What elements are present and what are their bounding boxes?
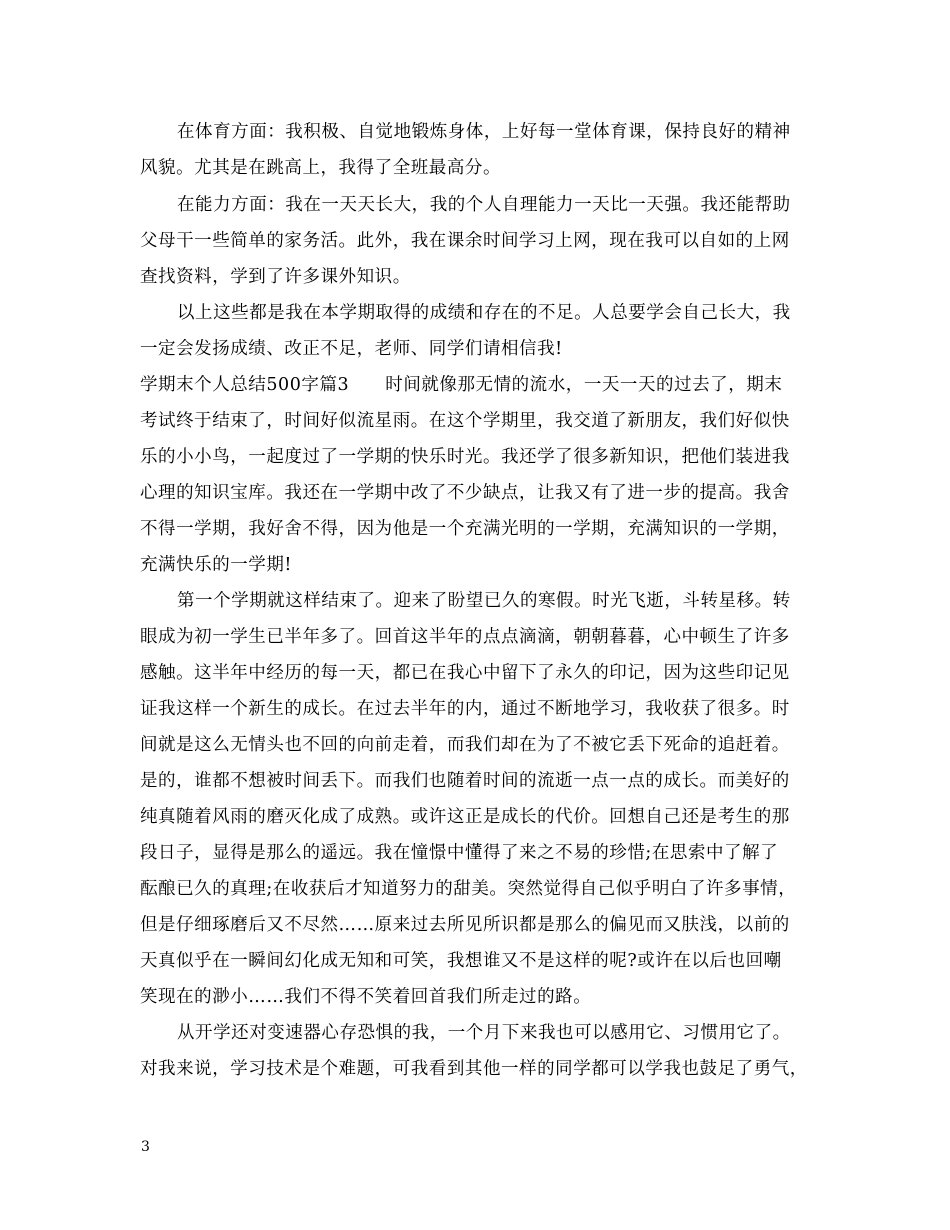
text-line: 考试终于结束了，时间好似流星雨。在这个学期里，我交道了新朋友，我们好似快 [140,411,790,431]
text-line: 查找资料，学到了许多课外知识。 [140,267,411,287]
text-line: 证我这样一个新生的成长。在过去半年的内，通过不断地学习，我收获了很多。时 [140,699,790,719]
text-line: 对我来说，学习技术是个难题，可我看到其他一样的同学都可以学我也鼓足了勇气， [140,1059,808,1079]
text-line: 乐的小小鸟，一起度过了一学期的快乐时光。我还学了很多新知识，把他们装进我 [140,447,790,467]
text-line: 是的，谁都不想被时间丢下。而我们也随着时间的流逝一点一点的成长。而美好的 [140,771,790,791]
text-line: 第一个学期就这样结束了。迎来了盼望已久的寒假。时光飞逝，斗转星移。转 [177,591,791,611]
text-line: 在能力方面：我在一天天长大，我的个人自理能力一天比一天强。我还能帮助 [177,195,791,215]
text-line: 风貌。尤其是在跳高上，我得了全班最高分。 [140,158,501,178]
text-line: 心理的知识宝库。我还在一学期中改了不少缺点，让我又有了进一步的提高。我舍 [140,483,790,503]
text-line: 天真似乎在一瞬间幻化成无知和可笑，我想谁又不是这样的呢?或许在以后也回嘲 [140,951,782,971]
text-line: 酝酿已久的真理;在收获后才知道努力的甜美。突然觉得自己似乎明白了许多事情， [140,879,797,899]
text-line: 在体育方面：我积极、自觉地锻炼身体，上好每一堂体育课，保持良好的精神 [177,122,791,142]
text-line: 但是仔细琢磨后又不尽然……原来过去所见所识都是那么的偏见而又肤浅，以前的 [140,915,790,935]
text-line: 笑现在的渺小……我们不得不笑着回首我们所走过的路。 [140,987,592,1007]
text-line: 感触。这半年中经历的每一天，都已在我心中留下了永久的印记，因为这些印记见 [140,663,790,683]
text-line: 父母干一些简单的家务活。此外，我在课余时间学习上网，现在我可以自如的上网 [140,231,790,251]
text-line: 眼成为初一学生已半年多了。回首这半年的点点滴滴，朝朝暮暮，心中顿生了许多 [140,627,790,647]
text-line: 段日子，显得是那么的遥远。我在憧憬中懂得了来之不易的珍惜;在思索中了解了 [140,843,779,863]
text-line: 纯真随着风雨的磨灭化成了成熟。或许这正是成长的代价。回想自己还是考生的那 [140,807,790,827]
text-line: 一定会发扬成绩、改正不足，老师、同学们请相信我! [140,339,563,359]
page-number: 3 [141,1139,150,1155]
text-line: 以上这些都是我在本学期取得的成绩和存在的不足。人总要学会自己长大，我 [177,303,791,323]
text-line: 充满快乐的一学期! [140,555,292,575]
text-line: 不得一学期，我好舍不得，因为他是一个充满光明的一学期，充满知识的一学期， [140,519,790,539]
text-line: 间就是这么无情头也不回的向前走着，而我们却在为了不被它丢下死命的追赶着。 [140,735,790,755]
text-line: 从开学还对变速器心存恐惧的我，一个月下来我也可以感用它、习惯用它了。 [177,1023,791,1043]
text-line: 学期末个人总结500字篇3 时间就像那无情的流水，一天一天的过去了，期末 [140,375,783,395]
